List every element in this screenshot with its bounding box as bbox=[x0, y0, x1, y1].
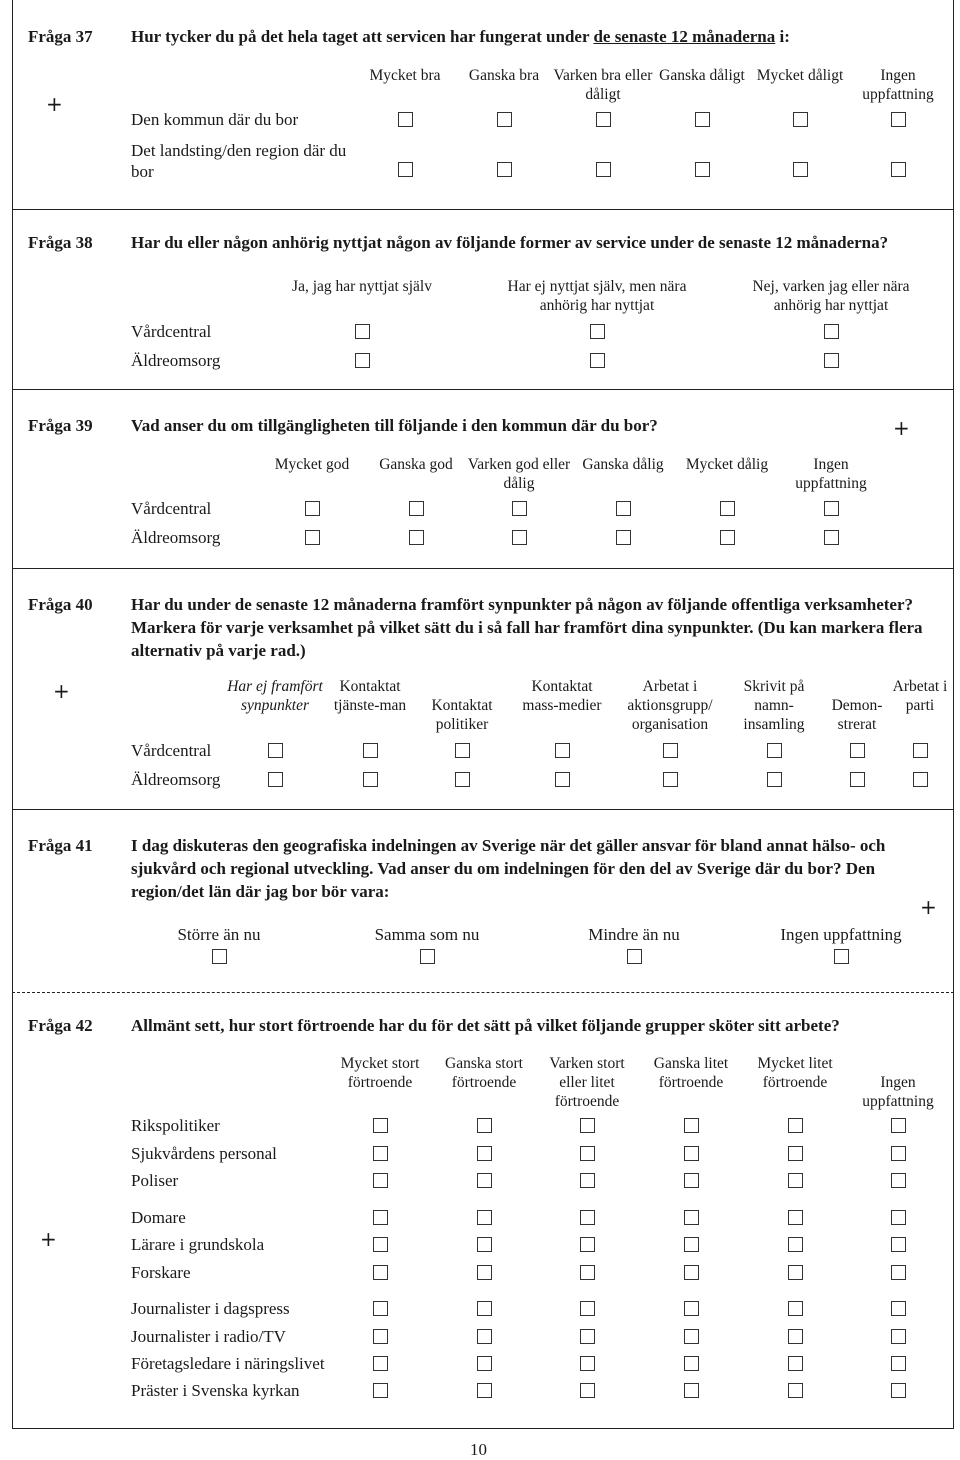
q42-row-label-3: Domare bbox=[131, 1208, 186, 1227]
q40-header-4: Arbetat i aktionsgrupp/ organisation bbox=[627, 678, 713, 733]
q42-checkbox-r2-c2[interactable] bbox=[580, 1173, 595, 1188]
separator bbox=[12, 809, 954, 810]
page-number: 10 bbox=[470, 1440, 487, 1459]
q42-checkbox-r1-c0[interactable] bbox=[373, 1146, 388, 1161]
q37-checkbox-r1-c3[interactable] bbox=[695, 162, 710, 177]
q42-checkbox-r8-c5[interactable] bbox=[891, 1356, 906, 1371]
q38-checkbox-r1-c1[interactable] bbox=[590, 353, 605, 368]
q39-checkbox-r1-c0[interactable] bbox=[305, 530, 320, 545]
q42-checkbox-r2-c0[interactable] bbox=[373, 1173, 388, 1188]
q40-header-1: Kontaktat tjänste-man bbox=[333, 678, 407, 714]
q38-checkbox-r0-c2[interactable] bbox=[824, 324, 839, 339]
q42-row-label-7: Journalister i radio/TV bbox=[131, 1327, 286, 1346]
q40-number: Fråga 40 bbox=[28, 595, 93, 614]
q42-plus-mark: + bbox=[40, 1227, 57, 1251]
q41-option-label-3: Ingen uppfattning bbox=[780, 925, 902, 944]
q39-header-3: Ganska dålig bbox=[582, 456, 664, 473]
q38-question: Har du eller någon anhörig nyttjat någon av följande former av service under de senaste 12 månaderna? bbox=[131, 233, 889, 252]
q42-checkbox-r7-c4[interactable] bbox=[788, 1329, 803, 1344]
q42-header-4: Mycket litet förtroende bbox=[757, 1055, 833, 1091]
q37-header-1: Ganska bra bbox=[468, 67, 540, 84]
q42-checkbox-r9-c3[interactable] bbox=[684, 1383, 699, 1398]
q40-header-3: Kontaktat mass-medier bbox=[522, 678, 602, 714]
q42-checkbox-r5-c2[interactable] bbox=[580, 1265, 595, 1280]
q41-question: I dag diskuteras den geografiska indelningen av Sverige när det gäller ansvar för bland annat hälso- och sjukvård och regional utveckling. Vad anser du om indelningen för den del av Sverige där du bor? Den region/det län där jag bor bör vara: bbox=[131, 836, 886, 901]
q39-checkbox-r1-c3[interactable] bbox=[616, 530, 631, 545]
q40-header-7: Arbetat i parti bbox=[892, 678, 948, 714]
q39-header-0: Mycket god bbox=[274, 456, 350, 473]
q40-checkbox-r0-c7[interactable] bbox=[913, 743, 928, 758]
q37-checkbox-r1-c2[interactable] bbox=[596, 162, 611, 177]
q42-header-1: Ganska stort förtroende bbox=[445, 1055, 523, 1091]
q42-checkbox-r4-c5[interactable] bbox=[891, 1237, 906, 1252]
q42-checkbox-r4-c3[interactable] bbox=[684, 1237, 699, 1252]
q42-row-label-0: Rikspolitiker bbox=[131, 1116, 220, 1135]
q37-checkbox-r1-c4[interactable] bbox=[793, 162, 808, 177]
q42-checkbox-r5-c0[interactable] bbox=[373, 1265, 388, 1280]
q42-checkbox-r6-c3[interactable] bbox=[684, 1301, 699, 1316]
q42-checkbox-r9-c4[interactable] bbox=[788, 1383, 803, 1398]
q40-row-label-1: Äldreomsorg bbox=[131, 770, 221, 789]
q42-checkbox-r4-c4[interactable] bbox=[788, 1237, 803, 1252]
q41-checkbox-1[interactable] bbox=[420, 949, 435, 964]
q42-checkbox-r0-c5[interactable] bbox=[891, 1118, 906, 1133]
q42-question: Allmänt sett, hur stort förtroende har du för det sätt på vilket följande grupper sköter sitt arbete? bbox=[131, 1016, 840, 1035]
q42-checkbox-r2-c3[interactable] bbox=[684, 1173, 699, 1188]
q39-checkbox-r0-c4[interactable] bbox=[720, 501, 735, 516]
q42-checkbox-r5-c5[interactable] bbox=[891, 1265, 906, 1280]
q42-checkbox-r5-c4[interactable] bbox=[788, 1265, 803, 1280]
q37-header-2: Varken bra eller dåligt bbox=[553, 67, 653, 103]
q42-checkbox-r1-c1[interactable] bbox=[477, 1146, 492, 1161]
q42-checkbox-r6-c4[interactable] bbox=[788, 1301, 803, 1316]
q42-checkbox-r0-c4[interactable] bbox=[788, 1118, 803, 1133]
q41-option-label-0: Större än nu bbox=[177, 925, 261, 944]
separator bbox=[12, 209, 954, 210]
q42-checkbox-r9-c0[interactable] bbox=[373, 1383, 388, 1398]
q37-header-0: Mycket bra bbox=[369, 67, 441, 84]
q37-header-3: Ganska dåligt bbox=[659, 67, 745, 84]
q41-option-label-2: Mindre än nu bbox=[588, 925, 680, 944]
q39-checkbox-r1-c4[interactable] bbox=[720, 530, 735, 545]
q39-row-label-0: Vårdcentral bbox=[131, 499, 212, 518]
q40-checkbox-r0-c2[interactable] bbox=[455, 743, 470, 758]
q39-header-4: Mycket dålig bbox=[685, 456, 769, 473]
q42-row-label-4: Lärare i grundskola bbox=[131, 1235, 265, 1254]
q40-checkbox-r1-c2[interactable] bbox=[455, 772, 470, 787]
q42-checkbox-r3-c0[interactable] bbox=[373, 1210, 388, 1225]
q40-row-label-0: Vårdcentral bbox=[131, 741, 212, 760]
q40-checkbox-r1-c4[interactable] bbox=[663, 772, 678, 787]
q42-header-5: Ingen uppfattning bbox=[862, 1074, 934, 1110]
q42-checkbox-r6-c5[interactable] bbox=[891, 1301, 906, 1316]
q40-checkbox-r0-c4[interactable] bbox=[663, 743, 678, 758]
q42-checkbox-r7-c3[interactable] bbox=[684, 1329, 699, 1344]
q42-checkbox-r8-c1[interactable] bbox=[477, 1356, 492, 1371]
q42-checkbox-r5-c3[interactable] bbox=[684, 1265, 699, 1280]
q38-checkbox-r1-c2[interactable] bbox=[824, 353, 839, 368]
q42-checkbox-r0-c3[interactable] bbox=[684, 1118, 699, 1133]
q42-row-label-6: Journalister i dagspress bbox=[131, 1299, 290, 1318]
q42-header-2: Varken stort eller litet förtroende bbox=[549, 1055, 625, 1110]
q42-header-3: Ganska litet förtroende bbox=[653, 1055, 729, 1091]
q41-checkbox-2[interactable] bbox=[627, 949, 642, 964]
q42-row-label-8: Företagsledare i näringslivet bbox=[131, 1354, 325, 1373]
separator bbox=[12, 389, 954, 390]
q42-checkbox-r3-c5[interactable] bbox=[891, 1210, 906, 1225]
q40-plus-mark: + bbox=[53, 679, 70, 703]
q42-checkbox-r2-c1[interactable] bbox=[477, 1173, 492, 1188]
q42-checkbox-r7-c0[interactable] bbox=[373, 1329, 388, 1344]
q42-checkbox-r2-c4[interactable] bbox=[788, 1173, 803, 1188]
q40-question: Har du under de senaste 12 månaderna framfört synpunkter på någon av följande offentliga verksamheter? Markera för varje verksamhet på vilket sätt du i så fall har framfört dina synpunkter. (Du kan markera flera alternativ på varje rad.) bbox=[131, 595, 923, 660]
q40-checkbox-r1-c1[interactable] bbox=[363, 772, 378, 787]
q41-checkbox-0[interactable] bbox=[212, 949, 227, 964]
q42-checkbox-r1-c4[interactable] bbox=[788, 1146, 803, 1161]
q42-row-label-2: Poliser bbox=[131, 1171, 179, 1190]
q39-header-1: Ganska god bbox=[379, 456, 453, 473]
q41-number: Fråga 41 bbox=[28, 836, 93, 855]
q39-number: Fråga 39 bbox=[28, 416, 93, 435]
q37-row-label-1: Det landsting/den region där du bor bbox=[131, 141, 347, 181]
q40-checkbox-r1-c3[interactable] bbox=[555, 772, 570, 787]
q37-checkbox-r0-c2[interactable] bbox=[596, 112, 611, 127]
q40-checkbox-r1-c5[interactable] bbox=[767, 772, 782, 787]
q41-plus-mark: + bbox=[920, 895, 937, 919]
q37-row-label-0: Den kommun där du bor bbox=[131, 110, 299, 129]
q39-header-2: Varken god eller dålig bbox=[467, 456, 571, 492]
q38-number: Fråga 38 bbox=[28, 233, 93, 252]
q42-checkbox-r6-c0[interactable] bbox=[373, 1301, 388, 1316]
q42-checkbox-r9-c5[interactable] bbox=[891, 1383, 906, 1398]
q42-checkbox-r1-c3[interactable] bbox=[684, 1146, 699, 1161]
q37-checkbox-r1-c0[interactable] bbox=[398, 162, 413, 177]
q42-row-label-9: Präster i Svenska kyrkan bbox=[131, 1381, 300, 1400]
q40-checkbox-r0-c5[interactable] bbox=[767, 743, 782, 758]
q42-checkbox-r9-c2[interactable] bbox=[580, 1383, 595, 1398]
q42-checkbox-r8-c2[interactable] bbox=[580, 1356, 595, 1371]
q37-checkbox-r0-c5[interactable] bbox=[891, 112, 906, 127]
q42-checkbox-r4-c0[interactable] bbox=[373, 1237, 388, 1252]
q42-checkbox-r5-c1[interactable] bbox=[477, 1265, 492, 1280]
q40-header-2: Kontaktat politiker bbox=[431, 697, 493, 733]
q42-checkbox-r8-c4[interactable] bbox=[788, 1356, 803, 1371]
q39-header-5: Ingen uppfattning bbox=[795, 456, 867, 492]
q40-checkbox-r1-c7[interactable] bbox=[913, 772, 928, 787]
q39-checkbox-r0-c3[interactable] bbox=[616, 501, 631, 516]
q38-header-2: Nej, varken jag eller nära anhörig har nyttjat bbox=[752, 278, 910, 314]
q39-checkbox-r0-c5[interactable] bbox=[824, 501, 839, 516]
q38-header-1: Har ej nyttjat själv, men nära anhörig har nyttjat bbox=[507, 278, 687, 314]
q37-checkbox-r1-c5[interactable] bbox=[891, 162, 906, 177]
q37-header-5: Ingen uppfattning bbox=[862, 67, 934, 103]
q42-checkbox-r4-c2[interactable] bbox=[580, 1237, 595, 1252]
q40-checkbox-r0-c3[interactable] bbox=[555, 743, 570, 758]
q42-row-label-5: Forskare bbox=[131, 1263, 191, 1282]
q39-checkbox-r1-c1[interactable] bbox=[409, 530, 424, 545]
q38-row-label-0: Vårdcentral bbox=[131, 322, 212, 341]
q39-checkbox-r1-c5[interactable] bbox=[824, 530, 839, 545]
q40-checkbox-r0-c6[interactable] bbox=[850, 743, 865, 758]
q38-checkbox-r1-c0[interactable] bbox=[355, 353, 370, 368]
q42-checkbox-r3-c3[interactable] bbox=[684, 1210, 699, 1225]
q37-checkbox-r0-c0[interactable] bbox=[398, 112, 413, 127]
q39-plus-mark: + bbox=[893, 416, 910, 440]
q42-row-label-1: Sjukvårdens personal bbox=[131, 1144, 277, 1163]
q39-question: Vad anser du om tillgängligheten till följande i den kommun där du bor? bbox=[131, 416, 658, 435]
q42-checkbox-r6-c2[interactable] bbox=[580, 1301, 595, 1316]
q41-option-label-1: Samma som nu bbox=[374, 925, 480, 944]
q42-checkbox-r1-c5[interactable] bbox=[891, 1146, 906, 1161]
q40-checkbox-r1-c0[interactable] bbox=[268, 772, 283, 787]
q39-row-label-1: Äldreomsorg bbox=[131, 528, 221, 547]
q40-checkbox-r1-c6[interactable] bbox=[850, 772, 865, 787]
q39-checkbox-r0-c0[interactable] bbox=[305, 501, 320, 516]
q40-header-6: Demon-strerat bbox=[831, 697, 883, 733]
q40-header-5: Skrivit på namn-insamling bbox=[743, 678, 805, 733]
dashed-separator bbox=[12, 992, 954, 993]
q37-checkbox-r1-c1[interactable] bbox=[497, 162, 512, 177]
q38-header-0: Ja, jag har nyttjat själv bbox=[292, 278, 432, 295]
q42-checkbox-r0-c2[interactable] bbox=[580, 1118, 595, 1133]
q37-plus-mark: + bbox=[46, 92, 63, 116]
q38-row-label-1: Äldreomsorg bbox=[131, 351, 221, 370]
q41-checkbox-3[interactable] bbox=[834, 949, 849, 964]
q42-checkbox-r7-c2[interactable] bbox=[580, 1329, 595, 1344]
q42-checkbox-r0-c0[interactable] bbox=[373, 1118, 388, 1133]
q37-checkbox-r0-c3[interactable] bbox=[695, 112, 710, 127]
q40-checkbox-r0-c0[interactable] bbox=[268, 743, 283, 758]
q37-checkbox-r0-c1[interactable] bbox=[497, 112, 512, 127]
q42-checkbox-r3-c1[interactable] bbox=[477, 1210, 492, 1225]
q37-question: Hur tycker du på det hela taget att servicen har fungerat under de senaste 12 månaderna i: bbox=[131, 27, 790, 46]
q42-checkbox-r3-c2[interactable] bbox=[580, 1210, 595, 1225]
q42-checkbox-r8-c0[interactable] bbox=[373, 1356, 388, 1371]
q42-checkbox-r8-c3[interactable] bbox=[684, 1356, 699, 1371]
q40-checkbox-r0-c1[interactable] bbox=[363, 743, 378, 758]
q42-checkbox-r1-c2[interactable] bbox=[580, 1146, 595, 1161]
q42-checkbox-r7-c5[interactable] bbox=[891, 1329, 906, 1344]
q39-checkbox-r1-c2[interactable] bbox=[512, 530, 527, 545]
q37-checkbox-r0-c4[interactable] bbox=[793, 112, 808, 127]
separator bbox=[12, 568, 954, 569]
q42-checkbox-r2-c5[interactable] bbox=[891, 1173, 906, 1188]
q42-number: Fråga 42 bbox=[28, 1016, 93, 1035]
q42-checkbox-r9-c1[interactable] bbox=[477, 1383, 492, 1398]
q38-checkbox-r0-c0[interactable] bbox=[355, 324, 370, 339]
q42-checkbox-r7-c1[interactable] bbox=[477, 1329, 492, 1344]
q42-header-0: Mycket stort förtroende bbox=[340, 1055, 420, 1091]
q39-checkbox-r0-c1[interactable] bbox=[409, 501, 424, 516]
q39-checkbox-r0-c2[interactable] bbox=[512, 501, 527, 516]
q37-number: Fråga 37 bbox=[28, 27, 93, 46]
q42-checkbox-r6-c1[interactable] bbox=[477, 1301, 492, 1316]
q38-checkbox-r0-c1[interactable] bbox=[590, 324, 605, 339]
q42-checkbox-r3-c4[interactable] bbox=[788, 1210, 803, 1225]
q42-checkbox-r0-c1[interactable] bbox=[477, 1118, 492, 1133]
q42-checkbox-r4-c1[interactable] bbox=[477, 1237, 492, 1252]
q40-header-0: Har ej framfört synpunkter bbox=[227, 678, 323, 714]
q37-header-4: Mycket dåligt bbox=[756, 67, 844, 84]
